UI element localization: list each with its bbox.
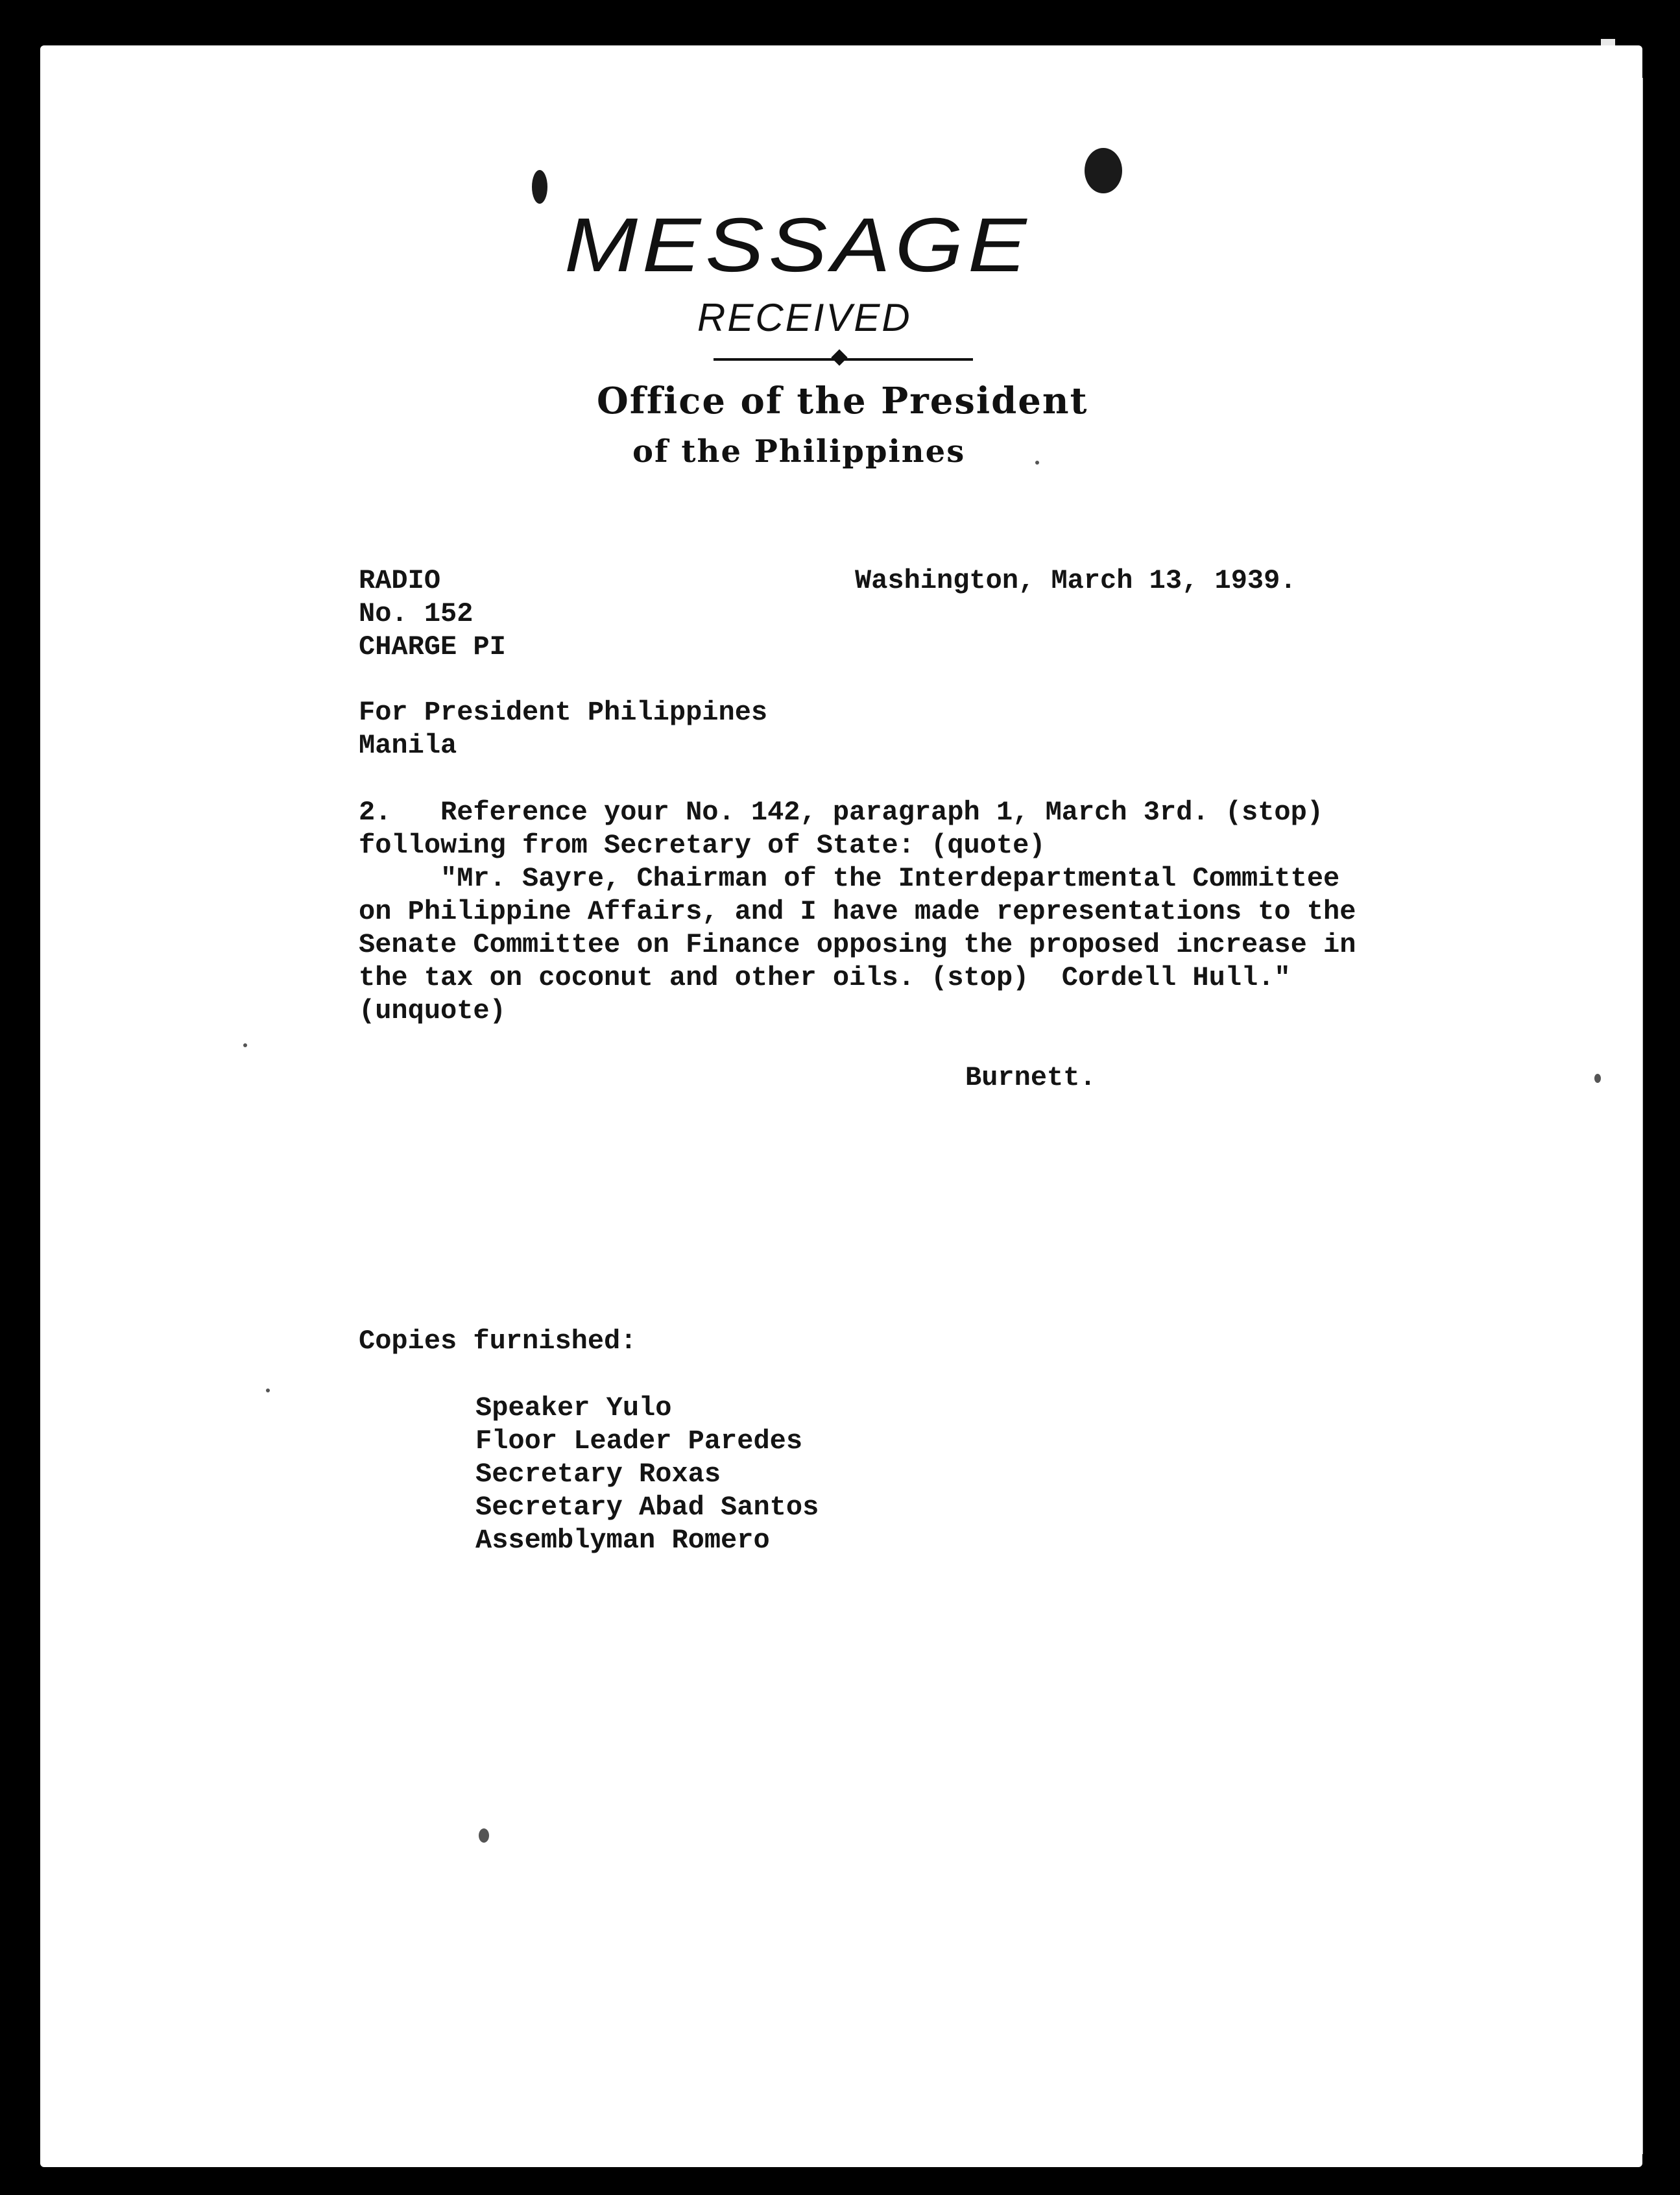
scan-speck	[1594, 1074, 1601, 1083]
message-number: No. 152	[359, 598, 474, 629]
scan-speck	[1035, 461, 1039, 465]
scan-speck	[243, 1043, 247, 1047]
place-date: Washington, March 13, 1939.	[855, 565, 1297, 596]
scan-speck	[479, 1828, 489, 1843]
scan-speck	[266, 1389, 270, 1392]
copy-recipient: Assemblyman Romero	[475, 1525, 770, 1556]
letterhead-office: Office of the President	[597, 380, 1088, 422]
copy-recipient: Speaker Yulo	[475, 1392, 672, 1424]
letterhead-subtitle: RECEIVED	[697, 296, 912, 339]
message-charge: CHARGE PI	[359, 631, 506, 662]
addressee-city: Manila	[359, 730, 457, 761]
copy-recipient: Secretary Abad Santos	[475, 1492, 819, 1523]
ink-blot	[532, 170, 547, 204]
body-line: "Mr. Sayre, Chairman of the Interdepartmental Committee	[359, 863, 1340, 894]
copy-recipient: Floor Leader Paredes	[475, 1425, 803, 1457]
body-line: following from Secretary of State: (quote)	[359, 830, 1046, 861]
letterhead-title: MESSAGE	[564, 202, 1031, 288]
ink-blot	[1085, 148, 1122, 193]
body-line: on Philippine Affairs, and I have made representations to the	[359, 896, 1356, 927]
message-type: RADIO	[359, 565, 441, 596]
body-line: 2. Reference your No. 142, paragraph 1, March 3rd. (stop)	[359, 797, 1324, 828]
signature: Burnett.	[965, 1062, 1096, 1093]
copy-recipient: Secretary Roxas	[475, 1459, 721, 1490]
body-line: (unquote)	[359, 995, 506, 1026]
body-line: Senate Committee on Finance opposing the proposed increase in	[359, 929, 1356, 960]
body-line: the tax on coconut and other oils. (stop) Cordell Hull."	[359, 962, 1291, 993]
copies-heading: Copies furnished:	[359, 1326, 637, 1357]
letterhead-country: of the Philippines	[632, 433, 966, 470]
addressee-line: For President Philippines	[359, 697, 768, 728]
